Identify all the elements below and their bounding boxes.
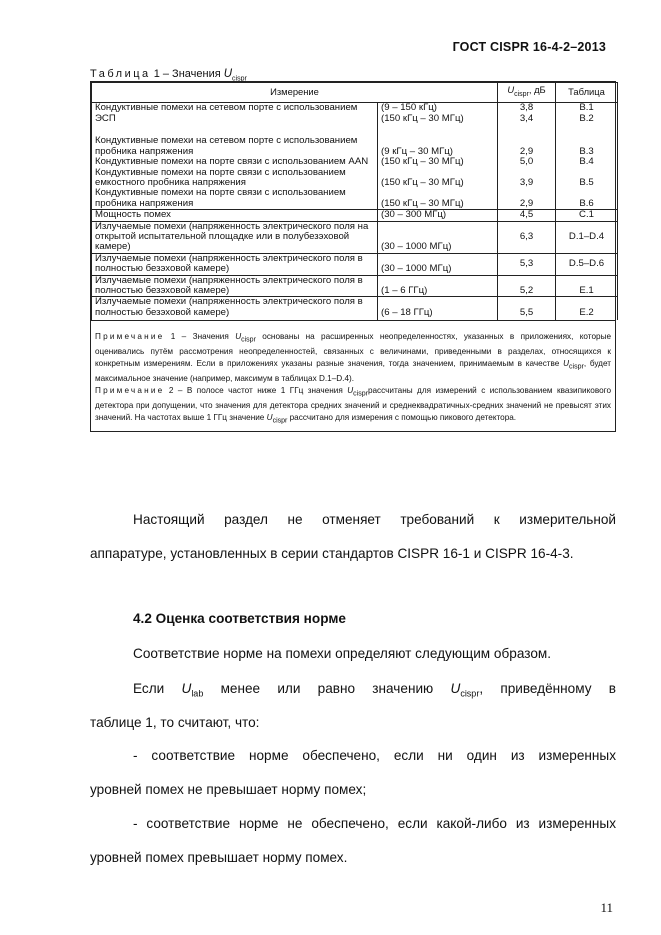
col-measurement: Измерение (92, 83, 498, 103)
row-value: 2,9 (498, 188, 556, 209)
table-notes (91, 320, 615, 431)
row-value: 3,9 (498, 168, 556, 189)
row-range: (9 кГц – 30 МГц) (378, 124, 498, 157)
page-number: 11 (600, 900, 613, 915)
row-range: (30 – 300 МГц) (378, 210, 498, 221)
table-row (92, 103, 618, 114)
row-description: Излучаемые помехи (напряженность электрического поля в полностью безэховой камере) (92, 253, 378, 275)
row-value: 5,3 (498, 253, 556, 275)
note2-num: 2 – (168, 385, 183, 395)
row-ref: B.4 (556, 157, 618, 167)
table-row (92, 210, 618, 221)
note2-symbol-2-letter: U (266, 412, 273, 422)
note1-text-2: , будет максимальное значение (например, максимум в таблицах D.1–D.4). (95, 359, 611, 384)
note1-num: 1 – (170, 332, 187, 342)
row-ref: E.1 (556, 275, 618, 297)
caption-word: Таблица (90, 68, 151, 80)
note1-pre: Значения (192, 332, 229, 342)
row-range: (1 – 6 ГГц) (378, 275, 498, 297)
note2-label: Примечание (95, 385, 165, 395)
note1-text: основаны на расширенных неопределенностях, указанных в приложениях, которые оценивались путём рассмотрения неопределенностей, связанных с величинами, приведенными в разделах, относящихся к конкретным измерениям. Если в приложениях указаны разные значения, тогда значением, принимаемым в качестве (95, 332, 612, 369)
col-value-sub: cispr (514, 90, 529, 98)
table-note-1 (95, 331, 611, 385)
measurement-table (91, 82, 618, 320)
row-ref: D.1–D.4 (556, 221, 618, 253)
row-ref: B.3 (556, 124, 618, 157)
note2-symbol-letter: U (347, 385, 354, 395)
note1-symbol-sub: cispr (241, 336, 256, 344)
para3-symbol-2 (450, 681, 480, 699)
row-value: 4,5 (498, 210, 556, 221)
table-row (92, 188, 618, 209)
row-description: Кондуктивные помехи на порте связи с использованием AAN (92, 157, 378, 167)
item2-line1: - соответствие норме не обеспечено, если какой-либо из измеренных (133, 816, 616, 831)
row-ref: B.2 (556, 114, 618, 124)
table-row (92, 275, 618, 297)
col-value-symbol: U (507, 84, 515, 95)
row-range: (9 – 150 кГц) (378, 103, 498, 114)
uncertainty-table (90, 81, 616, 432)
para1-line2: аппаратуре, установленных в серии стандартов CISPR 16-1 и CISPR 16-4-3. (90, 546, 574, 561)
document-header: ГОСТ CISPR 16-4-2–2013 (452, 40, 606, 54)
row-ref: B.6 (556, 188, 618, 209)
row-range: (150 кГц – 30 МГц) (378, 114, 498, 124)
para3-b: менее или равно значению (220, 681, 434, 696)
note1-symbol-2-sub: cispr (569, 363, 584, 371)
note2-text-2: рассчитаны для измерений с использованием квазипикового детектора при допущении, что значения для детектора средних значений и среднеквадратичных-средних значений не превысят этих значений. На частотах выше 1 ГГц значение (95, 385, 612, 422)
row-ref: C.1 (556, 210, 618, 221)
row-description: Мощность помех (92, 210, 378, 221)
para3-line1 (90, 682, 616, 701)
row-description: Излучаемые помехи (напряженность электрического поля в полностью безэховой камере) (92, 275, 378, 297)
note1-symbol (235, 332, 256, 344)
caption-symbol-sub: cispr (232, 75, 247, 83)
row-ref: B.5 (556, 168, 618, 189)
para3-symbol-sub: lab (191, 688, 204, 699)
item2-line2: уровней помех превышает норму помех. (90, 850, 348, 865)
row-description: Кондуктивные помехи на порте связи с использованием емкостного пробника напряжения (92, 168, 378, 189)
row-range: (30 – 1000 МГц) (378, 221, 498, 253)
caption-symbol (223, 68, 247, 83)
caption-symbol-letter: U (223, 68, 233, 80)
note1-label: Примечание (95, 332, 165, 342)
row-description: Излучаемые помехи (напряженность электрического поля на открытой испытательной площадке или в полубезэховой камере) (92, 221, 378, 253)
para3-c: , приведённому в (479, 681, 616, 696)
row-value: 5,0 (498, 157, 556, 167)
row-value: 2,9 (498, 124, 556, 157)
row-range: (6 – 18 ГГц) (378, 297, 498, 320)
table-note-2 (95, 385, 611, 427)
row-range: (150 кГц – 30 МГц) (378, 188, 498, 209)
table-row (92, 168, 618, 189)
row-description: Кондуктивные помехи на сетевом порте с использованием ЭСП (92, 103, 378, 124)
note2-text: В полосе частот ниже 1 ГГц значения (186, 385, 343, 395)
section-heading: 4.2 Оценка соответствия норме (133, 611, 346, 626)
para1-line1: Настоящий раздел не отменяет требований к измерительной (133, 512, 616, 527)
row-ref: E.2 (556, 297, 618, 320)
row-value: 6,3 (498, 221, 556, 253)
table-row (92, 253, 618, 275)
para3-a: Если (133, 681, 165, 696)
table-row (92, 297, 618, 320)
para3-symbol-2-letter: U (450, 681, 461, 696)
col-table: Таблица (556, 83, 618, 103)
row-description: Кондуктивные помехи на сетевом порте с использованием пробника напряжения (92, 124, 378, 157)
para3-symbol (181, 681, 204, 699)
table-row (92, 124, 618, 157)
row-value: 5,5 (498, 297, 556, 320)
note1-symbol-2 (563, 359, 584, 371)
row-description: Кондуктивные помехи на порте связи с использованием пробника напряжения (92, 188, 378, 209)
row-value: 3,8 (498, 103, 556, 114)
note2-text-3: рассчитано для измерения с помощью пикового детектора. (289, 412, 517, 422)
row-value: 3,4 (498, 114, 556, 124)
caption-rest: 1 – Значения (153, 68, 221, 80)
row-range: (30 – 1000 МГц) (378, 253, 498, 275)
table-header-row (92, 83, 618, 103)
note2-symbol (347, 385, 368, 398)
note2-symbol-2 (266, 412, 288, 425)
item1-line1: - соответствие норме обеспечено, если ни один из измеренных (133, 748, 616, 763)
note1-symbol-letter: U (235, 332, 242, 342)
col-value-unit: , дБ (528, 84, 546, 95)
note1-symbol-2-letter: U (563, 359, 570, 369)
row-ref: B.1 (556, 103, 618, 114)
para2: Соответствие норме на помехи определяют следующим образом. (133, 646, 552, 661)
item1-line2: уровней помех не превышает норму помех; (90, 782, 367, 797)
table-row (92, 221, 618, 253)
row-range: (150 кГц – 30 МГц) (378, 168, 498, 189)
note2-symbol-sub: cispr (353, 390, 368, 398)
para3-line2: таблице 1, то считают, что: (90, 715, 260, 730)
row-range: (150 кГц – 30 МГц) (378, 157, 498, 167)
para3-symbol-letter: U (181, 681, 192, 696)
note2-symbol-2-sub: cispr (272, 417, 288, 425)
row-value: 5,2 (498, 275, 556, 297)
row-description: Излучаемые помехи (напряженность электрического поля в полностью безэховой камере) (92, 297, 378, 320)
para3-symbol-2-sub: cispr (460, 688, 480, 699)
table-row (92, 157, 618, 167)
col-value (498, 83, 556, 103)
row-ref: D.5–D.6 (556, 253, 618, 275)
